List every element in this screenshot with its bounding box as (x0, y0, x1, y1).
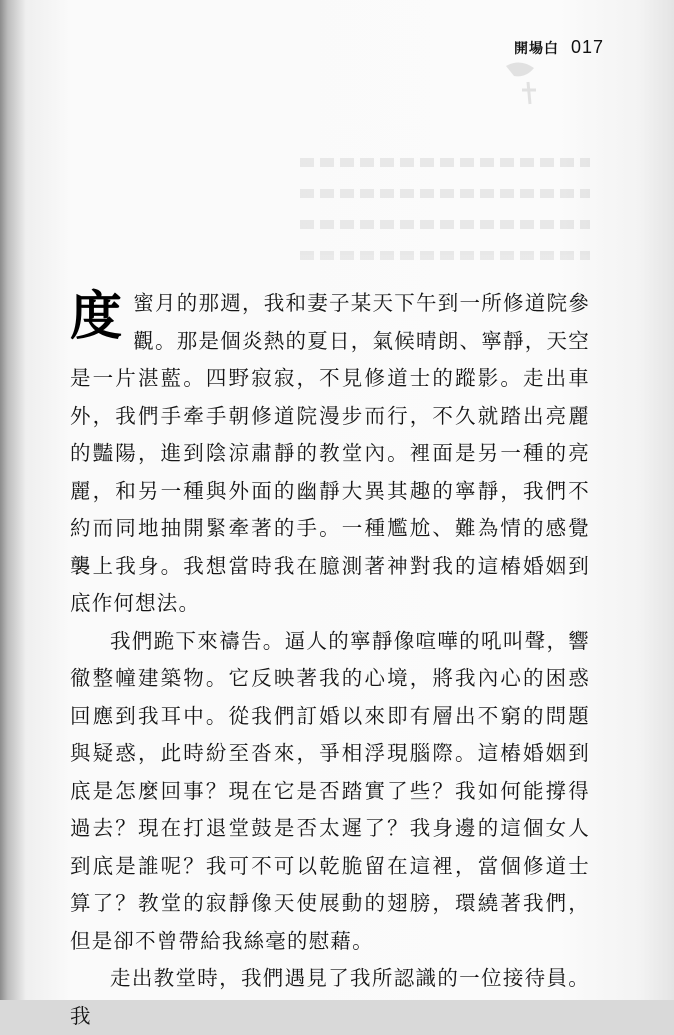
running-head (514, 37, 604, 58)
chapter-title: 開場白 (513, 41, 559, 57)
paragraph-1-text: 蜜月的那週，我和妻子某天下午到一所修道院參觀。那是個炎熱的夏日，氣候晴朗、寧靜，天空是一片湛藍。四野寂寂，不見修道士的蹤影。走出車外，我們手牽手朝修道院漫步而行，不久就踏出亮麗的豔陽，進到陰涼肅靜的教堂內。裡面是另一種的亮麗，和另一種與外面的幽靜大異其趣的寧靜，我們不約而同地抽開緊牽著的手。一種尷尬、難為情的感覺襲上我身。我想當時我在臆測著神對我的這樁婚姻到底作何想法。 (70, 291, 590, 615)
faint-ornament-icon (500, 56, 542, 108)
drop-cap: 度 (70, 286, 124, 347)
paragraph-2: 我們跪下來禱告。逼人的寧靜像喧嘩的吼叫聲，響徹整幢建築物。它反映著我的心境，將我內心的困惑回應到我耳中。從我們訂婚以來即有層出不窮的問題與疑惑，此時紛至沓來，爭相浮現腦際。這樁婚姻到底是怎麼回事？現在它是否踏實了些？我如何能撐得過去？現在打退堂鼓是否太遲了？我身邊的這個女人到底是誰呢？我可不可以乾脆留在這裡，當個修道士算了？教堂的寂靜像天使展動的翅膀，環繞著我們，但是卻不曾帶給我絲毫的慰藉。 (70, 628, 590, 953)
body-text (70, 285, 590, 1035)
show-through-text (300, 158, 590, 298)
paragraph-1 (70, 285, 590, 623)
paragraph-3: 走出教堂時，我們遇見了我所認識的一位接待員。我 (70, 966, 590, 1028)
page-number: 017 (570, 37, 604, 57)
